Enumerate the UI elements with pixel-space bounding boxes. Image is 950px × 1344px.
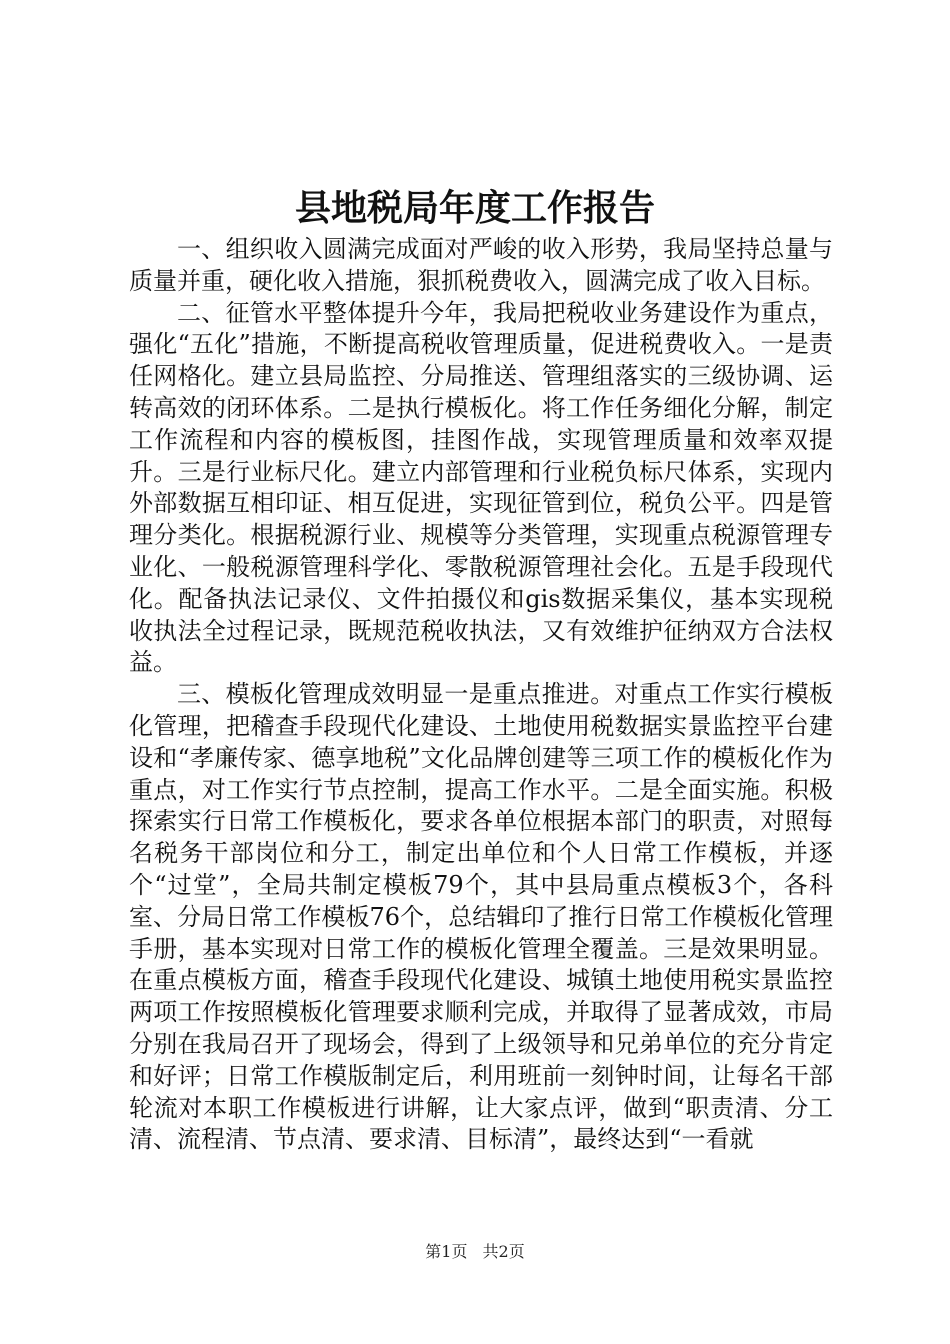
page-footer <box>0 1241 950 1263</box>
paragraph-1: 一、组织收入圆满完成面对严峻的收入形势，我局坚持总量与质量并重，硬化收入措施，狠抓税费收入，圆满完成了收入目标。 <box>129 235 833 295</box>
document-body <box>129 234 833 1156</box>
page-total: 共2页 <box>482 1242 525 1261</box>
paragraph-3: 三、模板化管理成效明显一是重点推进。对重点工作实行模板化管理，把稽查手段现代化建设、土地使用税数据实景监控平台建设和“孝廉传家、德享地税”文化品牌创建等三项工作的模板化作为重点，对工作实行节点控制，提高工作水平。二是全面实施。积极探索实行日常工作模板化，要求各单位根据本部门的职责，对照每名税务干部岗位和分工，制定出单位和个人日常工作模板，并逐个“过堂”，全局共制定模板79个，其中县局重点模板3个，各科室、分局日常工作模板76个，总结辑印了推行日常工作模板化管理手册，基本实现对日常工作的模板化管理全覆盖。三是效果明显。在重点模板方面，稽查手段现代化建设、城镇土地使用税实景监控两项工作按照模板化管理要求顺利完成，并取得了显著成效，市局分别在我局召开了现场会，得到了上级领导和兄弟单位的充分肯定和好评；日常工作模版制定后，利用班前一刻钟时间，让每名干部轮流对本职工作模板进行讲解，让大家点评，做到“职责清、分工清、流程清、节点清、要求清、目标清”，最终达到“一看就 <box>129 680 833 1154</box>
page-number: 第1页 <box>425 1242 468 1261</box>
paragraph-2: 二、征管水平整体提升今年，我局把税收业务建设作为重点，强化“五化”措施，不断提高税收管理质量，促进税费收入。一是责任网格化。建立县局监控、分局推送、管理组落实的三级协调、运转高效的闭环体系。二是执行模板化。将工作任务细化分解，制定工作流程和内容的模板图，挂图作战，实现管理质量和效率双提升。三是行业标尺化。建立内部管理和行业税负标尺体系，实现内外部数据互相印证、相互促进，实现征管到位，税负公平。四是管理分类化。根据税源行业、规模等分类管理，实现重点税源管理专业化、一般税源管理科学化、零散税源管理社会化。五是手段现代化。配备执法记录仪、文件拍摄仪和gis数据采集仪，基本实现税收执法全过程记录，既规范税收执法，又有效维护征纳双方合法权益。 <box>129 298 833 677</box>
document-title: 县地税局年度工作报告 <box>294 187 655 229</box>
